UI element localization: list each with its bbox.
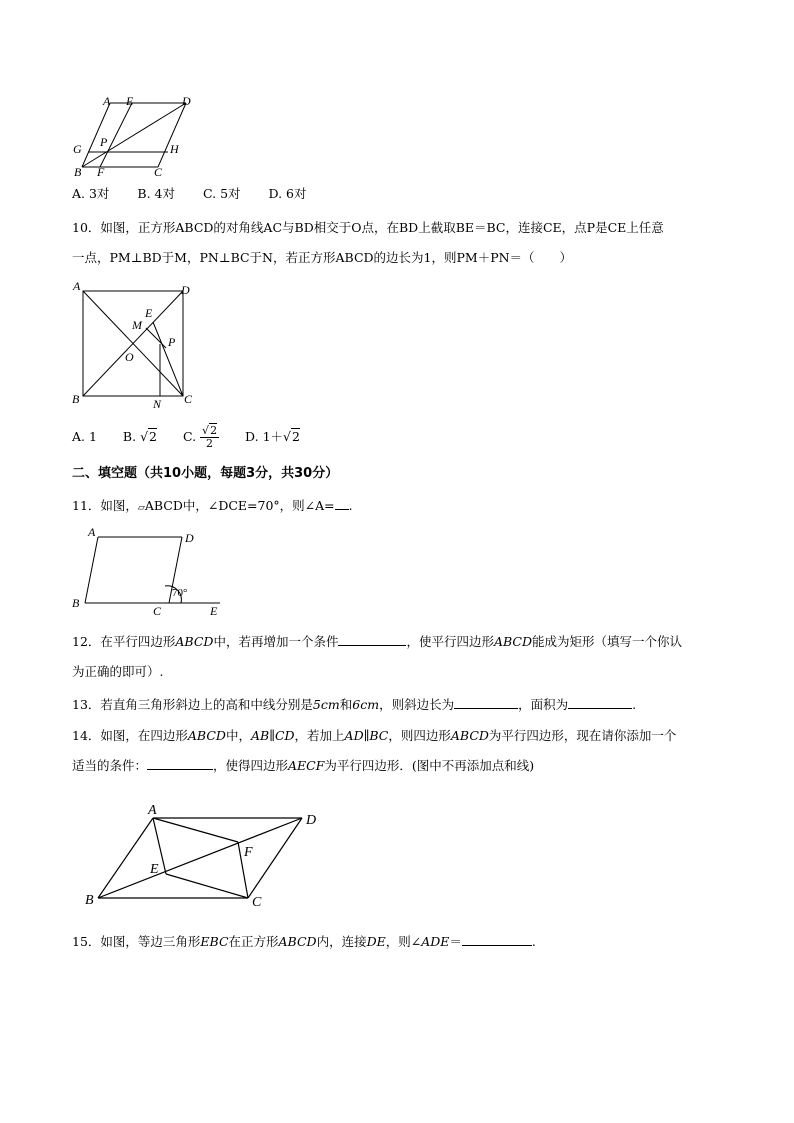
q14-label-B: B [85,893,94,908]
q10-option-c: C. $\frac{√2}{2}$ [182,424,218,450]
q11-label-C: C [153,604,162,618]
q14-figure [80,796,330,912]
q15-answer-blank[interactable] [462,935,532,946]
q10-label-B: B [72,392,80,406]
q10-option-d: D. 1＋√2 [245,429,300,444]
q9-option-b: B. 4对 [137,186,176,201]
q10-options [72,424,300,450]
q13-text: 13．若直角三角形斜边上的高和中线分别是5cm和6cm，则斜边长为 ，面积为 . [72,697,637,712]
q14-label-C: C [252,895,262,910]
q14-text-line1: 14．如图，在四边形ABCD中，AB∥CD，若加上AD∥BC，则四边形ABCD为平行四边形，现在请你添加一个 [72,728,677,743]
q9-figure [70,94,200,178]
q10-figure [68,278,198,410]
q14-label-E: E [150,862,159,877]
q10-text-line1: 10．如图，正方形ABCD的对角线AC与BD相交于O点，在BD上截取BE＝BC，连接CE，点P是CE上任意 [72,220,664,235]
q9-option-d: D. 6对 [268,186,307,201]
q15-text: 15．如图，等边三角形EBC在正方形ABCD内，连接DE，则∠ADE＝ . [72,934,536,949]
q11-figure [68,526,228,620]
q13-area-blank[interactable] [568,698,632,709]
q9-label-P: P [100,135,108,149]
q12-answer-blank[interactable] [338,635,406,646]
q10-label-C: C [184,392,193,406]
q10-option-a: A. 1 [72,429,97,444]
q12-text-line1: 12．在平行四边形ABCD中，若再增加一个条件 ，使平行四边形ABCD能成为矩形（填写一个你认 [72,634,683,649]
q11-label-B: B [72,596,80,610]
q9-option-a: A. 3对 [72,186,110,201]
q10-label-O: O [125,350,134,364]
q9-label-C: C [154,165,163,178]
q11-label-A: A [88,526,96,539]
q11-angle-label: 70° [172,587,188,599]
q14-answer-blank[interactable] [147,759,213,770]
q9-label-G: G [73,142,82,156]
parallelogram-symbol: ▱ [137,503,145,513]
q14-label-F: F [244,845,253,860]
q11-label-E: E [210,604,218,618]
q10-text-line2: 一点，PM⊥BD于M，PN⊥BC于N，若正方形ABCD的边长为1，则PM＋PN＝（ ） [72,250,573,265]
q13-hypotenuse-blank[interactable] [454,698,518,709]
q9-option-c: C. 5对 [203,186,241,201]
q9-label-E: E [126,94,134,108]
q10-option-b: B. √2 [122,429,157,444]
q10-label-E: E [145,306,153,320]
q10-label-P: P [168,335,176,349]
q14-text-line2: 适当的条件： ，使得四边形AECF为平行四边形．(图中不再添加点和线) [72,758,535,773]
q14-label-A: A [148,803,157,818]
q12-text-line2: 为正确的即可）. [72,664,164,679]
q10-option-c-fraction: $\frac{√2}{2}$ [202,424,218,450]
q11-text: 11．如图，▱ABCD中，∠DCE=70°，则∠A= . [72,498,353,513]
q10-label-M: M [132,318,142,332]
q9-label-A: A [103,94,111,108]
q9-label-B: B [74,165,82,178]
q9-label-F: F [97,165,105,178]
q9-label-D: D [182,94,191,108]
section-2-heading: 二、填空题（共10小题，每题3分，共30分） [72,466,339,481]
q11-answer-blank[interactable] [335,499,349,510]
q11-label-D: D [185,531,194,545]
q10-label-A: A [73,279,81,293]
q10-label-D: D [181,283,190,297]
q9-label-H: H [170,142,179,156]
q10-label-N: N [153,397,162,410]
q9-options [72,186,331,202]
q14-label-D: D [306,813,317,828]
